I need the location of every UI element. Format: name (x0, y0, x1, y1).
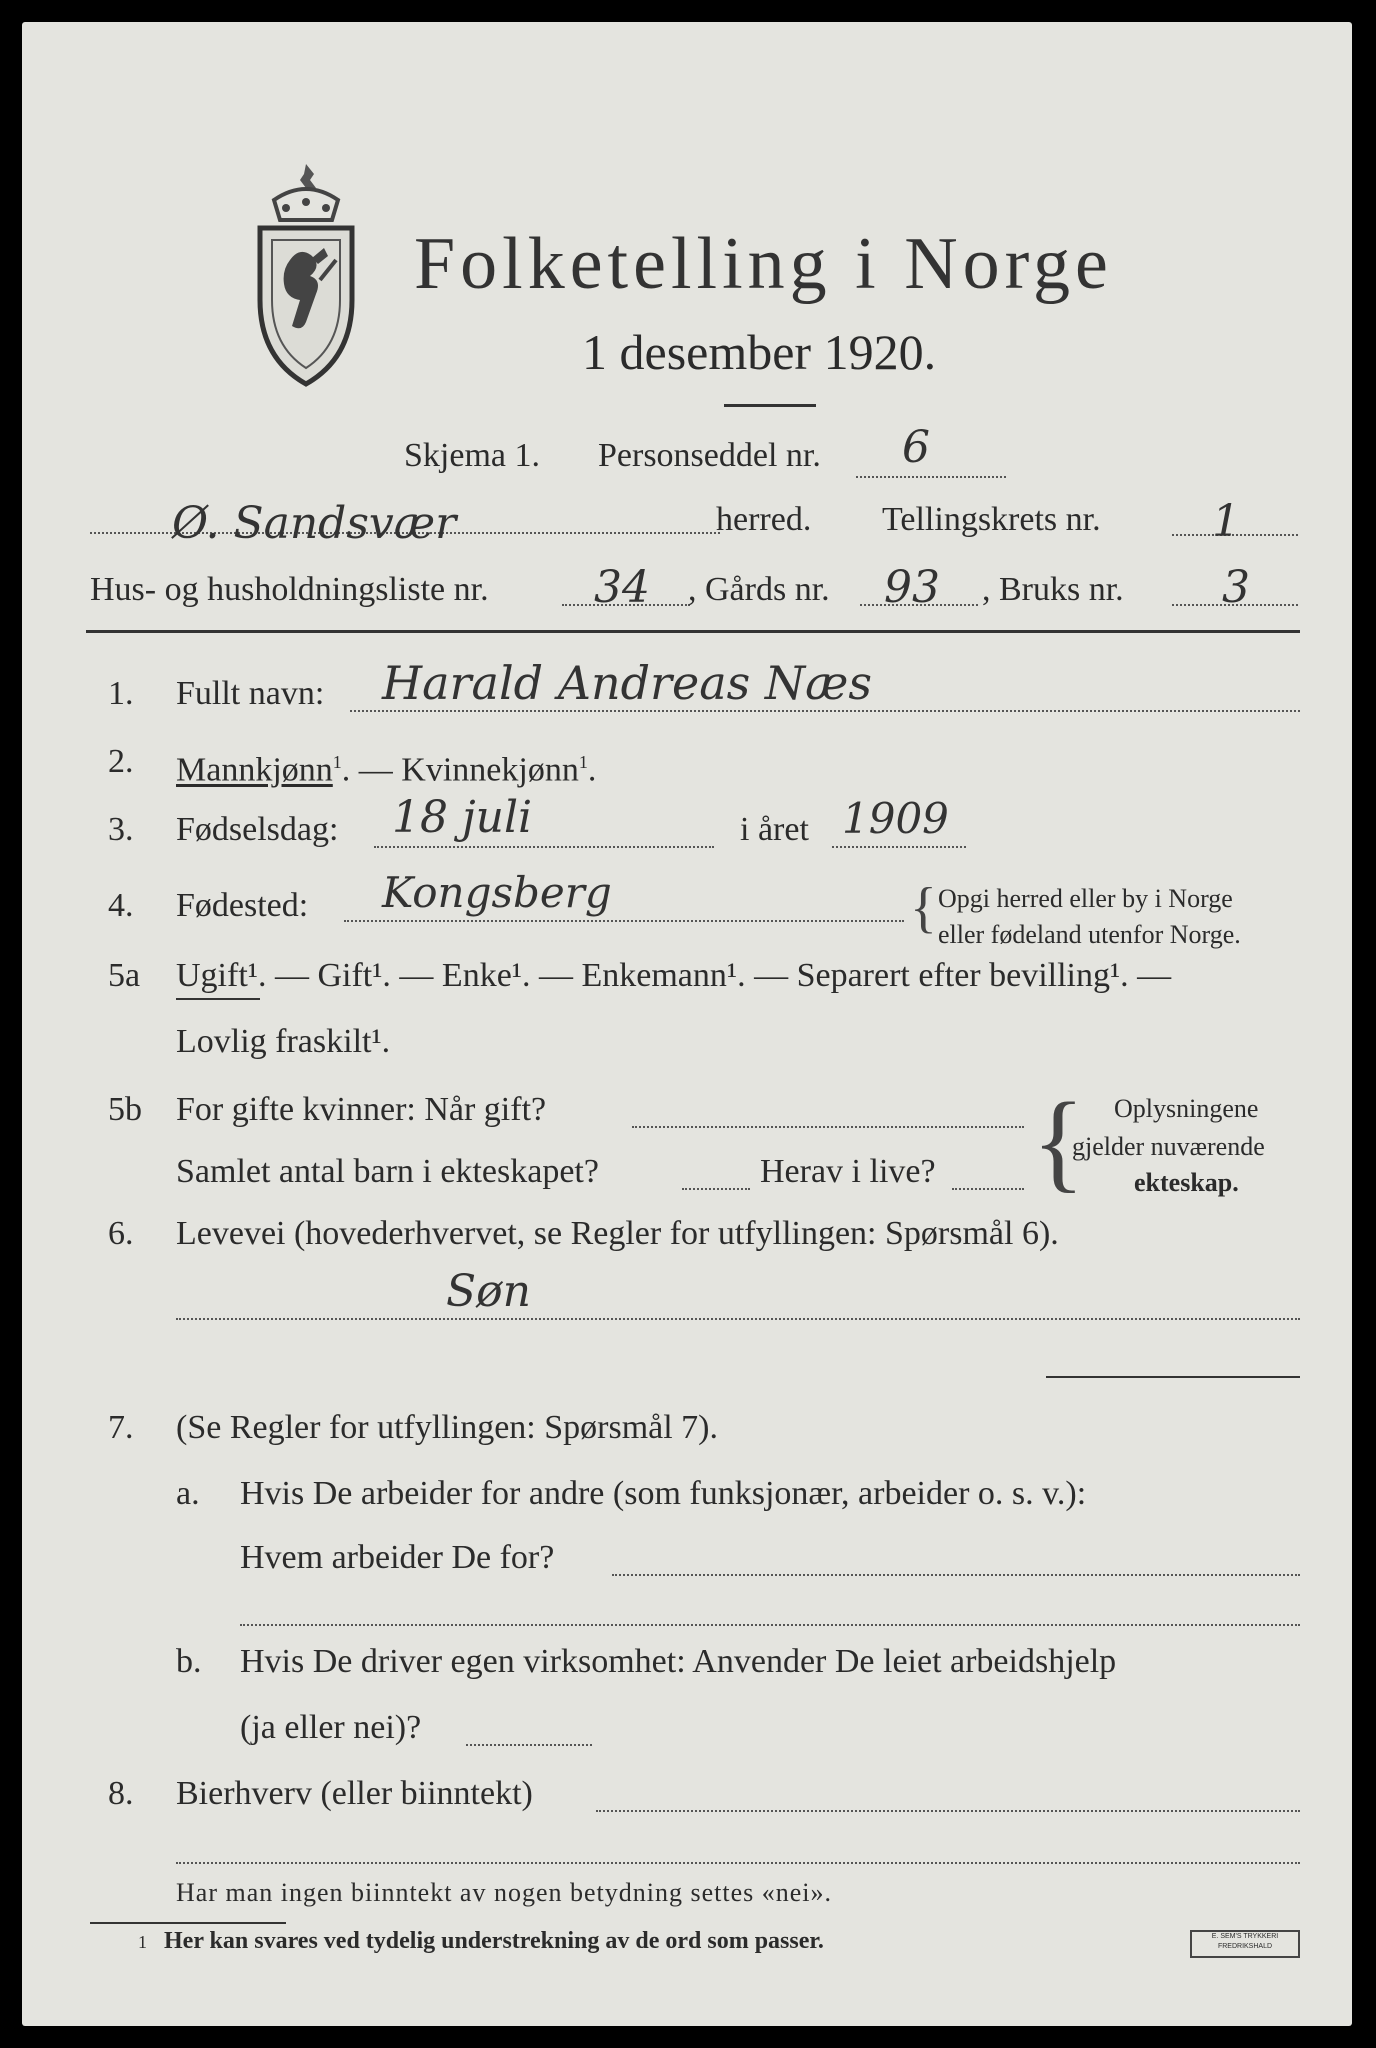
form-title: Folketelling i Norge (414, 223, 1113, 305)
tellingskrets-label: Tellingskrets nr. (882, 501, 1101, 538)
q3-day-field-line[interactable] (374, 846, 714, 848)
title-divider (724, 404, 816, 407)
q4-note-brace: { (910, 877, 937, 939)
q4-note-line1: Opgi herred eller by i Norge (938, 884, 1233, 913)
q5b-children-field-line[interactable] (682, 1188, 750, 1190)
q3-year-label: i året (740, 811, 809, 848)
q7-label: (Se Regler for utfyllingen: Spørsmål 7). (176, 1409, 719, 1446)
q3-year-field-line[interactable] (832, 846, 966, 848)
q6-number: 6. (108, 1215, 134, 1252)
q6-field-line-2 (1046, 1376, 1300, 1378)
biinntekt-note: Har man ingen biinntekt av nogen betydning settes «nei». (176, 1878, 833, 1907)
q8-label: Bierhverv (eller biinntekt) (176, 1775, 533, 1812)
q5b-line1: For gifte kvinner: Når gift? (176, 1091, 547, 1128)
q7-number: 7. (108, 1409, 134, 1446)
q5b-note-line3: ekteskap. (1134, 1168, 1239, 1197)
census-date: 1 desember 1920. (582, 324, 937, 380)
q7a-line2: Hvem arbeider De for? (240, 1539, 555, 1576)
bruks-label: , Bruks nr. (982, 571, 1124, 608)
q6-field-line-1[interactable] (176, 1318, 1300, 1320)
census-form-page (22, 22, 1352, 2026)
q6-label: Levevei (hovederhvervet, se Regler for utfyllingen: Spørsmål 6). (176, 1215, 1059, 1252)
q8-field-line-2[interactable] (176, 1862, 1300, 1864)
q3-year-value: 1909 (842, 794, 949, 843)
q7b-field-line[interactable] (466, 1744, 592, 1746)
q7b-line1: Hvis De driver egen virksomhet: Anvender De leiet arbeidshjelp (240, 1643, 1117, 1680)
q1-full-name-value: Harald Andreas Næs (382, 656, 872, 710)
q2-options: Mannkjønn$^1$. — Kvinnekjønn$^1$. (176, 751, 597, 789)
q4-number: 4. (108, 887, 134, 924)
q5b-married-field-line[interactable] (632, 1126, 1024, 1128)
gards-label: , Gårds nr. (688, 571, 830, 608)
personseddel-value: 6 (902, 422, 930, 473)
herred-label: herred. (716, 501, 812, 538)
footnote-mark: 1 (138, 1932, 147, 1952)
q5a-options-line1[interactable]: Ugift¹. — Gift¹. — Enke¹. — Enkemann¹. — Separert efter bevilling¹. — (176, 957, 1172, 994)
q5b-alive-field-line[interactable] (952, 1188, 1024, 1190)
q3-day-value: 18 juli (392, 792, 533, 843)
q4-birthplace-value: Kongsberg (382, 868, 612, 917)
q6-occupation-value: Søn (446, 1266, 531, 1317)
bruks-value: 3 (1222, 562, 1250, 613)
q7a-line1: Hvis De arbeider for andre (som funksjonær, arbeider o. s. v.): (240, 1475, 1087, 1512)
header-divider (86, 630, 1300, 633)
q7a-letter: a. (176, 1475, 200, 1512)
printer-stamp: E. SEM'S TRYKKERI FREDRIKSHALD (1190, 1930, 1300, 1958)
personseddel-field-line[interactable] (856, 476, 1006, 478)
q2-male-option[interactable]: Mannkjønn (176, 751, 333, 789)
q4-label: Fødested: (176, 887, 309, 924)
q5b-note-line2: gjelder nuværende (1072, 1132, 1265, 1161)
footnote-text: Her kan svares ved tydelig understrekning av de ord som passer. (164, 1928, 824, 1954)
tellingskrets-value: 1 (1212, 496, 1240, 547)
q5b-note-line1: Oplysningene (1114, 1094, 1259, 1123)
q1-number: 1. (108, 675, 134, 712)
q5a-ugift-underline (176, 998, 260, 1000)
husliste-label: Hus- og husholdningsliste nr. (90, 571, 489, 608)
q7a-field-line-1[interactable] (612, 1574, 1300, 1576)
q3-number: 3. (108, 811, 134, 848)
q3-label: Fødselsdag: (176, 811, 339, 848)
q7b-letter: b. (176, 1643, 202, 1680)
q8-field-line-1[interactable] (596, 1810, 1300, 1812)
personseddel-label: Personseddel nr. (598, 437, 821, 474)
q5a-options-line2[interactable]: Lovlig fraskilt¹. (176, 1023, 391, 1060)
herred-value: Ø. Sandsvær (172, 498, 457, 549)
q5a-number: 5a (108, 957, 141, 994)
q2-number: 2. (108, 743, 134, 780)
q1-label: Fullt navn: (176, 675, 325, 712)
q4-field-line[interactable] (344, 920, 904, 922)
q5b-children-label: Samlet antal barn i ekteskapet? (176, 1153, 599, 1190)
q8-number: 8. (108, 1775, 134, 1812)
footnote-divider (90, 1922, 286, 1924)
q5b-note-brace: { (1032, 1080, 1085, 1202)
gards-value: 93 (884, 562, 940, 613)
husliste-value: 34 (594, 562, 650, 613)
q1-field-line[interactable] (350, 710, 1300, 712)
q4-note-line2: eller fødeland utenfor Norge. (938, 920, 1241, 949)
q7b-line2: (ja eller nei)? (240, 1709, 422, 1746)
coat-of-arms-icon (250, 160, 362, 388)
q2-female-option[interactable]: Kvinnekjønn (401, 751, 579, 789)
q7a-field-line-2[interactable] (240, 1624, 1300, 1626)
q5b-alive-label: Herav i live? (760, 1153, 936, 1190)
q5b-number: 5b (108, 1091, 142, 1128)
schema-label: Skjema 1. (404, 437, 540, 474)
